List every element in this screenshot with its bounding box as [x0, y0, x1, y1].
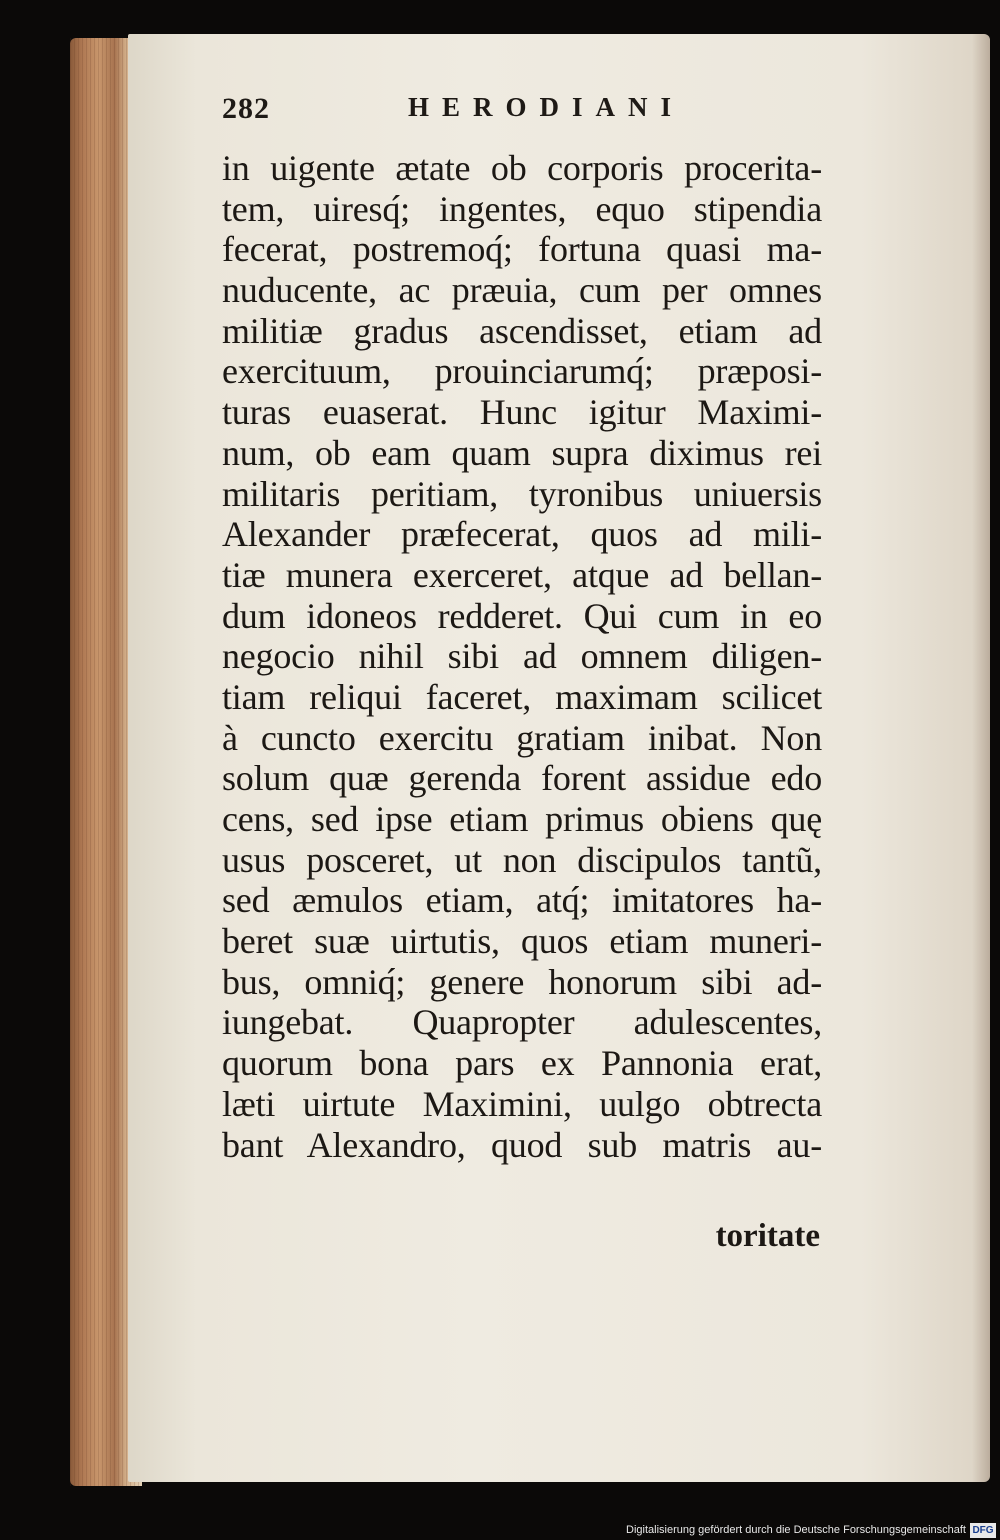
text-line: negocio nihil sibi ad omnem diligen- [222, 636, 822, 677]
catchword: toritate [715, 1218, 820, 1254]
text-line: dum idoneos redderet. Qui cum in eo [222, 595, 822, 636]
text-line: bant Alexandro, quod sub matris au- [222, 1124, 822, 1165]
text-line: tem, uiresq́; ingentes, equo stipendia [222, 188, 822, 229]
text-line: iungebat. Quapropter adulescentes, [222, 1002, 822, 1043]
text-line: militaris peritiam, tyronibus uniuersis [222, 473, 822, 514]
text-line: exercituum, prouinciarumq́; præposi- [222, 351, 822, 392]
text-line: turas euaserat. Hunc igitur Maximi- [222, 392, 822, 433]
text-line: tiæ munera exerceret, atque ad bellan- [222, 554, 822, 595]
funding-credit: Digitalisierung gefördert durch die Deutsche Forschungsgemeinschaft [626, 1524, 966, 1536]
page-edge-shadow [972, 34, 990, 1482]
dfg-logo-icon: DFG [970, 1523, 996, 1538]
text-line: Alexander præfecerat, quos ad mili- [222, 514, 822, 555]
text-line: in uigente ætate ob corporis procerita- [222, 148, 822, 188]
page-header [222, 92, 822, 132]
text-line: sed æmulos etiam, atq́; imitatores ha- [222, 880, 822, 921]
page-number: 282 [222, 92, 270, 125]
text-line: fecerat, postremoq́; fortuna quasi ma- [222, 229, 822, 270]
text-line: militiæ gradus ascendisset, etiam ad [222, 310, 822, 351]
text-line: tiam reliqui faceret, maximam scilicet [222, 676, 822, 717]
text-line: à cuncto exercitu gratiam inibat. Non [222, 717, 822, 758]
text-line: quorum bona pars ex Pannonia erat, [222, 1043, 822, 1084]
text-line: solum quæ gerenda forent assidue edo [222, 758, 822, 799]
text-line: bus, omniq́; genere honorum sibi ad- [222, 961, 822, 1002]
footer-bar [0, 1522, 1000, 1540]
text-line: cens, sed ipse etiam primus obiens quę [222, 799, 822, 839]
text-line: beret suæ uirtutis, quos etiam muneri- [222, 921, 822, 962]
text-line: usus posceret, ut non discipulos tantũ, [222, 839, 822, 880]
running-head: HERODIANI [408, 92, 685, 122]
text-line: nuducente, ac præuia, cum per omnes [222, 270, 822, 311]
text-line: læti uirtute Maximini, uulgo obtrecta [222, 1083, 822, 1124]
body-text [222, 148, 822, 1165]
text-line: num, ob eam quam supra diximus rei [222, 432, 822, 473]
